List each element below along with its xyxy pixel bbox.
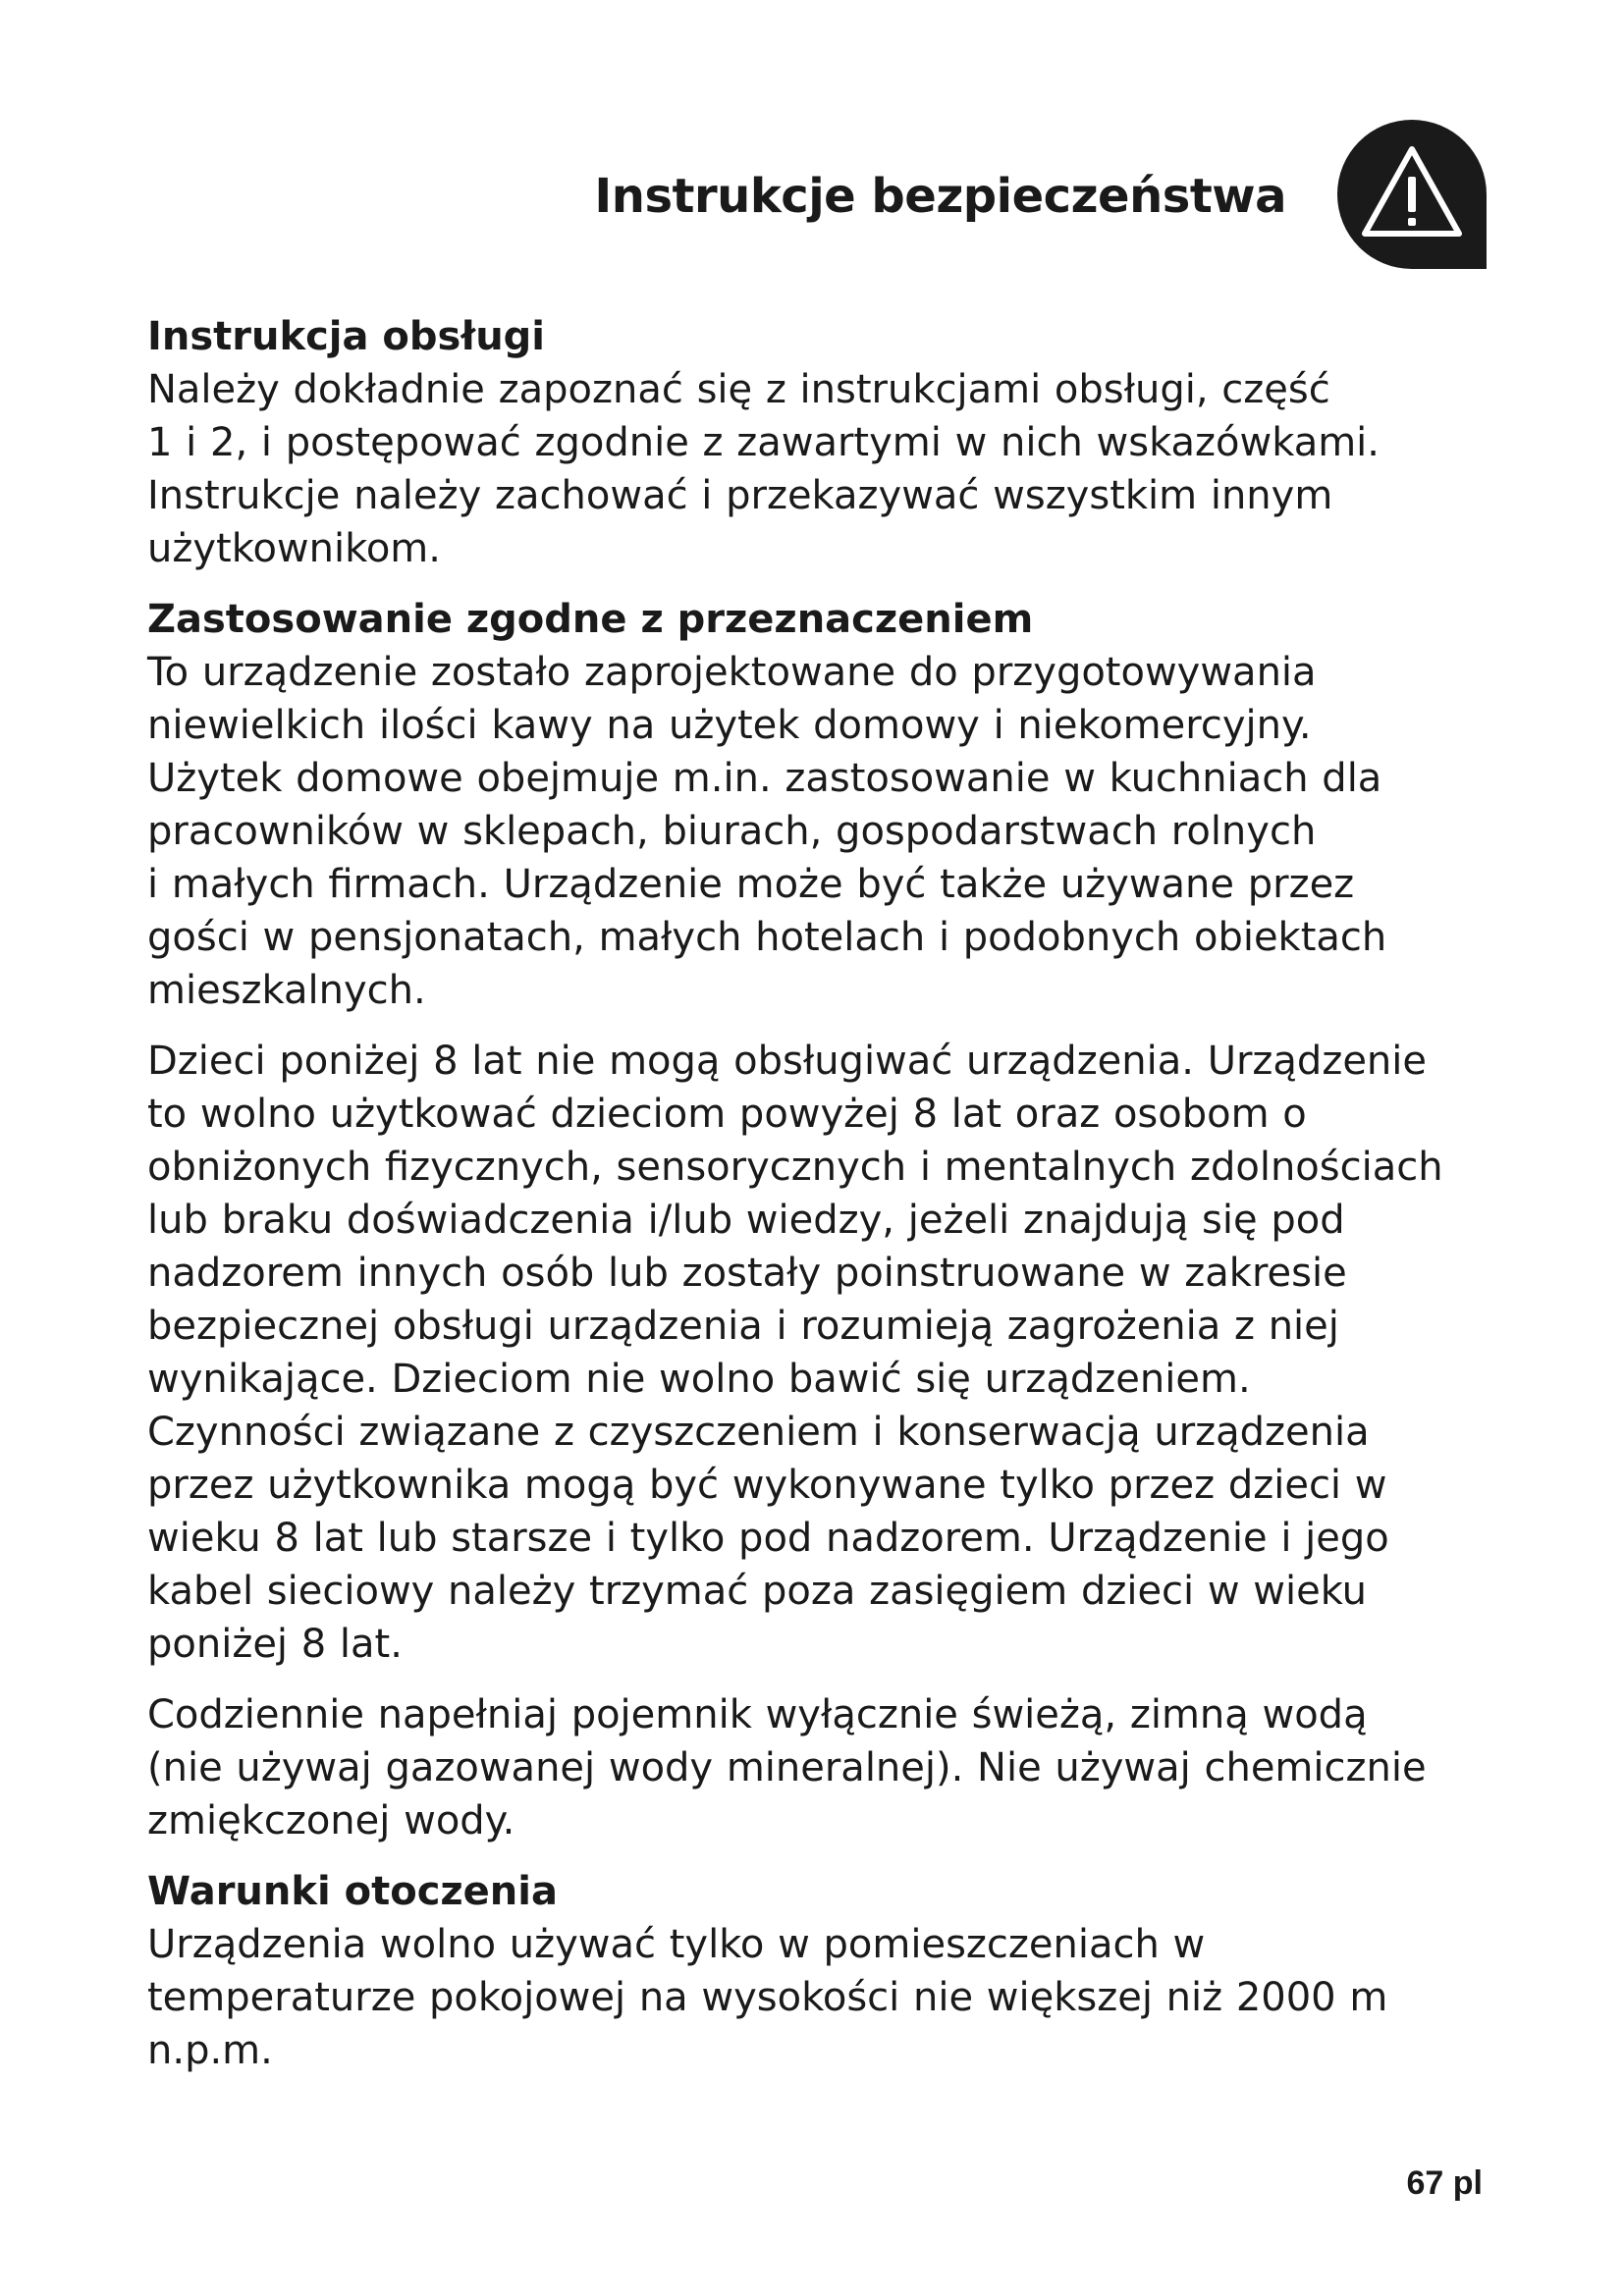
paragraph: To urządzenie zostało zaprojektowane do przygotowywania niewielkich ilości kawy na użytek domowy i niekomercyjny. Użytek domowe obejmuje m.in. zastosowanie w kuchniach dla pracowników w sklepach, biurach, gospodarstwach rolnych i małych firmach. Urządzenie może być także używane przez gości w pensjonatach, małych hotelach i podobnych obiektach mieszkalnych. — [147, 650, 1387, 1013]
warning-triangle-icon — [1357, 137, 1467, 247]
document-body — [147, 310, 1502, 2077]
section-intended-use — [147, 593, 1502, 1847]
warning-badge — [1337, 120, 1487, 269]
paragraph: Dzieci poniżej 8 lat nie mogą obsługiwać urządzenia. Urządzenie to wolno użytkować dzieciom powyżej 8 lat oraz osobom o obniżonych fizycznych, sensorycznych i mentalnych zdolnościach lub braku doświadczenia i/lub wiedzy, jeżeli znajdują się pod nadzorem innych osób lub zostały poinstruowane w zakresie bezpiecznej obsługi urządzenia i rozumieją zagrożenia z niej wynikające. Dzieciom nie wolno bawić się urządzeniem. Czynności związane z czyszczeniem i konserwacją urządzenia przez użytkownika mogą być wykonywane tylko przez dzieci w wieku 8 lat lub starsze i tylko pod nadzorem. Urządzenie i jego kabel sieciowy należy trzymać poza zasięgiem dzieci w wieku poniżej 8 lat. — [147, 1039, 1443, 1667]
paragraph: Codziennie napełniaj pojemnik wyłącznie świeżą, zimną wodą (nie używaj gazowanej wody mineralnej). Nie używaj chemicznie zmiękczonej wody. — [147, 1692, 1427, 1843]
paragraph: Urządzenia wolno używać tylko w pomieszczeniach w temperaturze pokojowej na wysokości nie większej niż 2000 m n.p.m. — [147, 1922, 1388, 2073]
section-operating-instructions — [147, 310, 1502, 575]
page-title: Instrukcje bezpieczeństwa — [594, 169, 1286, 224]
section-heading: Zastosowanie zgodne z przeznaczeniem — [147, 597, 1034, 642]
page-number: 67 pl — [1406, 2164, 1483, 2202]
section-heading: Warunki otoczenia — [147, 1869, 558, 1914]
section-ambient-conditions — [147, 1865, 1502, 2077]
paragraph: Należy dokładnie zapoznać się z instrukcjami obsługi, część 1 i 2, i postępować zgodnie z zawartymi w nich wskazówkami. Instrukcje należy zachować i przekazywać wszystkim innym użytkownikom. — [147, 367, 1380, 571]
page-header — [0, 116, 1624, 273]
section-heading: Instrukcja obsługi — [147, 314, 546, 359]
